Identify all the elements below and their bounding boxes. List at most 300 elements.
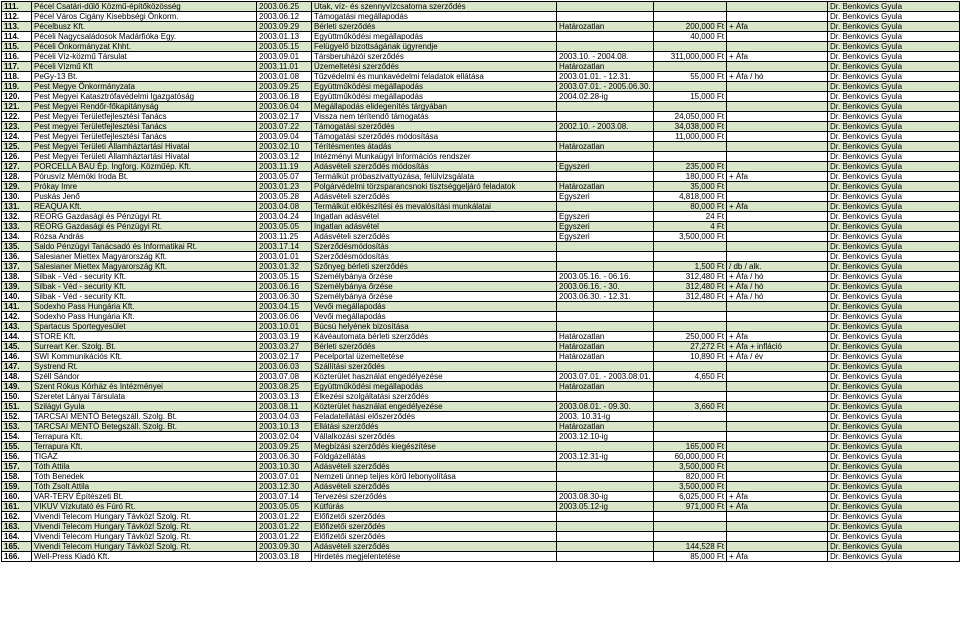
contract-amount: 11,000,000 Ft bbox=[654, 132, 727, 142]
contract-date: 2003.01.08 bbox=[257, 72, 312, 82]
amount-note bbox=[727, 232, 828, 242]
table-row bbox=[2, 2, 960, 12]
table-row bbox=[2, 532, 960, 542]
partner-name: PORCELLA BAU Ép. Ingforg. Közműép. Kft. bbox=[32, 162, 257, 172]
row-number: 125. bbox=[2, 142, 32, 152]
contract-date: 2003.04.08 bbox=[257, 202, 312, 212]
amount-note bbox=[727, 542, 828, 552]
contract-amount: 312,480 Ft bbox=[654, 272, 727, 282]
table-row bbox=[2, 132, 960, 142]
responsible-person: Dr. Benkovics Gyula bbox=[828, 142, 960, 152]
responsible-person: Dr. Benkovics Gyula bbox=[828, 222, 960, 232]
amount-note bbox=[727, 92, 828, 102]
table-row bbox=[2, 52, 960, 62]
row-number: 158. bbox=[2, 472, 32, 482]
contract-amount bbox=[654, 512, 727, 522]
contract-term bbox=[557, 172, 654, 182]
amount-note bbox=[727, 2, 828, 12]
responsible-person: Dr. Benkovics Gyula bbox=[828, 282, 960, 292]
row-number: 134. bbox=[2, 232, 32, 242]
contract-amount: 3,500,000 Ft bbox=[654, 462, 727, 472]
responsible-person: Dr. Benkovics Gyula bbox=[828, 412, 960, 422]
contract-date: 2003.02.10 bbox=[257, 142, 312, 152]
contract-subject: Adásvételi szerződés bbox=[312, 542, 557, 552]
contract-amount bbox=[654, 152, 727, 162]
row-number: 157. bbox=[2, 462, 32, 472]
contract-amount bbox=[654, 102, 727, 112]
contract-term: 2003.05.12-ig bbox=[557, 502, 654, 512]
responsible-person: Dr. Benkovics Gyula bbox=[828, 452, 960, 462]
contract-amount: 820,000 Ft bbox=[654, 472, 727, 482]
contract-subject: Együttműködési megállapodás bbox=[312, 82, 557, 92]
contract-date: 2003.07.01 bbox=[257, 472, 312, 482]
row-number: 150. bbox=[2, 392, 32, 402]
responsible-person: Dr. Benkovics Gyula bbox=[828, 212, 960, 222]
contract-date: 2003.06.06 bbox=[257, 312, 312, 322]
contract-date: 2003.11.19 bbox=[257, 162, 312, 172]
responsible-person: Dr. Benkovics Gyula bbox=[828, 272, 960, 282]
contract-date: 2003.04.24 bbox=[257, 212, 312, 222]
partner-name: VIKUV Vízkutató és Fúró Rt. bbox=[32, 502, 257, 512]
contract-date: 2003.07.22 bbox=[257, 122, 312, 132]
responsible-person: Dr. Benkovics Gyula bbox=[828, 542, 960, 552]
amount-note bbox=[727, 102, 828, 112]
contract-subject: Adásvételi szerződés bbox=[312, 482, 557, 492]
responsible-person: Dr. Benkovics Gyula bbox=[828, 192, 960, 202]
contract-amount bbox=[654, 142, 727, 152]
partner-name: Silbak - Véd - security Kft. bbox=[32, 272, 257, 282]
contract-date: 2003.06.25 bbox=[257, 2, 312, 12]
contract-subject: Szállítási szerződés bbox=[312, 362, 557, 372]
table-row bbox=[2, 422, 960, 432]
contract-amount: 55,000 Ft bbox=[654, 72, 727, 82]
table-row bbox=[2, 432, 960, 442]
table-row bbox=[2, 492, 960, 502]
contract-amount bbox=[654, 532, 727, 542]
contract-amount: 235,000 Ft bbox=[654, 162, 727, 172]
responsible-person: Dr. Benkovics Gyula bbox=[828, 242, 960, 252]
contract-date: 2003.09.29 bbox=[257, 22, 312, 32]
contract-amount: 3,500,000 Ft bbox=[654, 482, 727, 492]
contract-date: 2003.10.30 bbox=[257, 462, 312, 472]
amount-note: + Áfa bbox=[727, 552, 828, 562]
amount-note bbox=[727, 522, 828, 532]
contract-subject: Vevői megállapodás bbox=[312, 312, 557, 322]
contract-term: Határozatlan bbox=[557, 22, 654, 32]
responsible-person: Dr. Benkovics Gyula bbox=[828, 302, 960, 312]
contract-date: 2003.05.15 bbox=[257, 272, 312, 282]
contract-date: 2003.05.28 bbox=[257, 192, 312, 202]
contract-subject: Személybánya őrzése bbox=[312, 282, 557, 292]
partner-name: SWI Kommunikációs Kft. bbox=[32, 352, 257, 362]
responsible-person: Dr. Benkovics Gyula bbox=[828, 132, 960, 142]
amount-note bbox=[727, 302, 828, 312]
contract-term bbox=[557, 392, 654, 402]
row-number: 133. bbox=[2, 222, 32, 232]
amount-note bbox=[727, 32, 828, 42]
amount-note: + Áfa bbox=[727, 332, 828, 342]
partner-name: Tóth Attila bbox=[32, 462, 257, 472]
partner-name: Salesianer Miettex Magyarország Kft. bbox=[32, 262, 257, 272]
contract-subject: Előfizetői szerződés bbox=[312, 532, 557, 542]
row-number: 152. bbox=[2, 412, 32, 422]
contract-term bbox=[557, 102, 654, 112]
contract-subject: Feladatellátási előszerződés bbox=[312, 412, 557, 422]
contract-amount bbox=[654, 82, 727, 92]
table-row bbox=[2, 22, 960, 32]
contract-date: 2003.02.17 bbox=[257, 112, 312, 122]
amount-note bbox=[727, 142, 828, 152]
contract-amount: 312,480 Ft bbox=[654, 282, 727, 292]
contract-date: 2003.01.01 bbox=[257, 252, 312, 262]
amount-note bbox=[727, 252, 828, 262]
row-number: 129. bbox=[2, 182, 32, 192]
amount-note: + Áfa bbox=[727, 502, 828, 512]
partner-name: Pest Megyei Területi Államháztartási Hivatal bbox=[32, 152, 257, 162]
contract-subject: Bérleti szerződés bbox=[312, 342, 557, 352]
row-number: 155. bbox=[2, 442, 32, 452]
contract-amount: 35,000 Ft bbox=[654, 182, 727, 192]
contract-date: 2003.11.25 bbox=[257, 232, 312, 242]
contract-date: 2003.06.03 bbox=[257, 362, 312, 372]
contract-term: 2003.07.01. - 2003.08.01. bbox=[557, 372, 654, 382]
table-row bbox=[2, 302, 960, 312]
contract-term: 2003.12.31-ig bbox=[557, 452, 654, 462]
contract-subject: Együttműködési megállapodás bbox=[312, 92, 557, 102]
row-number: 153. bbox=[2, 422, 32, 432]
row-number: 164. bbox=[2, 532, 32, 542]
amount-note bbox=[727, 62, 828, 72]
contract-amount: 200,000 Ft bbox=[654, 22, 727, 32]
contract-term bbox=[557, 472, 654, 482]
contract-term bbox=[557, 522, 654, 532]
row-number: 112. bbox=[2, 12, 32, 22]
contract-subject: Szerződésmódosítás bbox=[312, 252, 557, 262]
partner-name: Pest Megyei Területfejlesztési Tanács bbox=[32, 112, 257, 122]
contract-term: Határozatlan bbox=[557, 352, 654, 362]
partner-name: Vivendi Telecom Hungary Távközl Szolg. Rt. bbox=[32, 512, 257, 522]
contract-date: 2003.10.01 bbox=[257, 322, 312, 332]
table-row bbox=[2, 32, 960, 42]
partner-name: Pest Megyei Területfejlesztési Tanács bbox=[32, 132, 257, 142]
table-row bbox=[2, 312, 960, 322]
table-row bbox=[2, 122, 960, 132]
contract-date: 2003.01.23 bbox=[257, 182, 312, 192]
row-number: 144. bbox=[2, 332, 32, 342]
row-number: 148. bbox=[2, 372, 32, 382]
contract-subject: Polgárvédelmi törzsparancsnoki tisztséggeljáró feladatok bbox=[312, 182, 557, 192]
contract-subject: Adásvételi szerződés módosítás bbox=[312, 162, 557, 172]
contract-date: 2003.09.30 bbox=[257, 542, 312, 552]
row-number: 149. bbox=[2, 382, 32, 392]
responsible-person: Dr. Benkovics Gyula bbox=[828, 162, 960, 172]
contract-date: 2003.05.07 bbox=[257, 172, 312, 182]
responsible-person: Dr. Benkovics Gyula bbox=[828, 362, 960, 372]
row-number: 160. bbox=[2, 492, 32, 502]
partner-name: Saldo Pénzügyi Tanácsadó és Informatikai Rt. bbox=[32, 242, 257, 252]
table-row bbox=[2, 192, 960, 202]
partner-name: Szilágyi Gyula bbox=[32, 402, 257, 412]
partner-name: TARCSAI MENTŐ Betegszáll. Szolg. Bt. bbox=[32, 412, 257, 422]
contract-subject: Megállapodás elidegenítés tárgyában bbox=[312, 102, 557, 112]
contract-amount: 6,025,000 Ft bbox=[654, 492, 727, 502]
contract-subject: Előfizetői szerződés bbox=[312, 522, 557, 532]
row-number: 113. bbox=[2, 22, 32, 32]
contract-subject: Együttműködési megállapodás bbox=[312, 382, 557, 392]
partner-name: Vivendi Telecom Hungary Távközl Szolg. Rt. bbox=[32, 532, 257, 542]
contract-subject: Üzemeltetési szerződés bbox=[312, 62, 557, 72]
responsible-person: Dr. Benkovics Gyula bbox=[828, 12, 960, 22]
responsible-person: Dr. Benkovics Gyula bbox=[828, 462, 960, 472]
row-number: 127. bbox=[2, 162, 32, 172]
contract-amount: 24 Ft bbox=[654, 212, 727, 222]
contract-subject: Intézményi Munkaügyi Információs rendszer bbox=[312, 152, 557, 162]
contract-term bbox=[557, 2, 654, 12]
contract-amount: 311,000,000 Ft bbox=[654, 52, 727, 62]
row-number: 147. bbox=[2, 362, 32, 372]
partner-name: Silbak - Véd - security Kft. bbox=[32, 282, 257, 292]
responsible-person: Dr. Benkovics Gyula bbox=[828, 332, 960, 342]
table-row bbox=[2, 402, 960, 412]
contract-date: 2003.07.08 bbox=[257, 372, 312, 382]
contract-subject: Ingatlan adásvétel bbox=[312, 212, 557, 222]
table-row bbox=[2, 162, 960, 172]
amount-note: + Áfa / hó bbox=[727, 72, 828, 82]
contract-subject: Termálkút előkészítési és mevalósítási munkálatai bbox=[312, 202, 557, 212]
amount-note: + Áfa / év bbox=[727, 352, 828, 362]
contract-date: 2003.03.18 bbox=[257, 552, 312, 562]
partner-name: STORE Kft. bbox=[32, 332, 257, 342]
contract-term: 2003.07.01. - 2005.06.30. bbox=[557, 82, 654, 92]
amount-note bbox=[727, 362, 828, 372]
amount-note bbox=[727, 442, 828, 452]
responsible-person: Dr. Benkovics Gyula bbox=[828, 502, 960, 512]
amount-note: + Áfa + infláció bbox=[727, 342, 828, 352]
contract-term bbox=[557, 202, 654, 212]
amount-note bbox=[727, 122, 828, 132]
contract-amount: 144,528 Ft bbox=[654, 542, 727, 552]
contract-date: 2003.03.13 bbox=[257, 392, 312, 402]
responsible-person: Dr. Benkovics Gyula bbox=[828, 552, 960, 562]
contract-subject: Ellátási szerződés bbox=[312, 422, 557, 432]
amount-note bbox=[727, 462, 828, 472]
amount-note bbox=[727, 392, 828, 402]
partner-name: Tóth Zsolt Attila bbox=[32, 482, 257, 492]
contract-amount: 10,890 Ft bbox=[654, 352, 727, 362]
responsible-person: Dr. Benkovics Gyula bbox=[828, 432, 960, 442]
amount-note bbox=[727, 532, 828, 542]
contract-term: 2003.12.10-ig bbox=[557, 432, 654, 442]
partner-name: Systrend Rt. bbox=[32, 362, 257, 372]
row-number: 143. bbox=[2, 322, 32, 332]
responsible-person: Dr. Benkovics Gyula bbox=[828, 262, 960, 272]
row-number: 140. bbox=[2, 292, 32, 302]
row-number: 114. bbox=[2, 32, 32, 42]
contract-date: 2003.06.16 bbox=[257, 282, 312, 292]
table-row bbox=[2, 462, 960, 472]
contract-term: Egyszeri bbox=[557, 192, 654, 202]
contract-amount bbox=[654, 2, 727, 12]
contract-amount bbox=[654, 432, 727, 442]
contract-term: 2003.05.16. - 06.16. bbox=[557, 272, 654, 282]
contract-subject: Közterület használat engedélyezése bbox=[312, 402, 557, 412]
table-row bbox=[2, 332, 960, 342]
contract-subject: Vevői megállapodás bbox=[312, 302, 557, 312]
amount-note bbox=[727, 512, 828, 522]
contract-subject: Közterület használat engedélyezése bbox=[312, 372, 557, 382]
responsible-person: Dr. Benkovics Gyula bbox=[828, 472, 960, 482]
responsible-person: Dr. Benkovics Gyula bbox=[828, 292, 960, 302]
responsible-person: Dr. Benkovics Gyula bbox=[828, 422, 960, 432]
contract-subject: Társberuházói szerződés bbox=[312, 52, 557, 62]
table-row bbox=[2, 452, 960, 462]
contract-subject: Személybánya őrzése bbox=[312, 292, 557, 302]
amount-note bbox=[727, 382, 828, 392]
amount-note bbox=[727, 192, 828, 202]
contract-subject: Szőnyeg bérleti szerződés bbox=[312, 262, 557, 272]
partner-name: Spartacus Sportegyesület bbox=[32, 322, 257, 332]
contract-term bbox=[557, 322, 654, 332]
contract-date: 2003.03.12 bbox=[257, 152, 312, 162]
row-number: 137. bbox=[2, 262, 32, 272]
amount-note: + Áfa bbox=[727, 202, 828, 212]
responsible-person: Dr. Benkovics Gyula bbox=[828, 442, 960, 452]
row-number: 130. bbox=[2, 192, 32, 202]
contract-subject: Földgázellátás bbox=[312, 452, 557, 462]
contract-subject: Vissza nem térítendő támogatás bbox=[312, 112, 557, 122]
contract-subject: Termálkút próbaszivattyúzása, felülvizsgálata bbox=[312, 172, 557, 182]
contract-amount: 312,480 Ft bbox=[654, 292, 727, 302]
responsible-person: Dr. Benkovics Gyula bbox=[828, 42, 960, 52]
amount-note: + Áfa bbox=[727, 172, 828, 182]
contract-date: 2003.09.04 bbox=[257, 132, 312, 142]
contract-term bbox=[557, 242, 654, 252]
responsible-person: Dr. Benkovics Gyula bbox=[828, 232, 960, 242]
responsible-person: Dr. Benkovics Gyula bbox=[828, 22, 960, 32]
contract-amount bbox=[654, 392, 727, 402]
row-number: 118. bbox=[2, 72, 32, 82]
table-row bbox=[2, 142, 960, 152]
row-number: 151. bbox=[2, 402, 32, 412]
table-row bbox=[2, 212, 960, 222]
amount-note bbox=[727, 422, 828, 432]
table-row bbox=[2, 232, 960, 242]
responsible-person: Dr. Benkovics Gyula bbox=[828, 202, 960, 212]
table-row bbox=[2, 322, 960, 332]
contract-amount: 250,000 Ft bbox=[654, 332, 727, 342]
contract-subject: Adásvételi szerződés bbox=[312, 192, 557, 202]
table-row bbox=[2, 282, 960, 292]
responsible-person: Dr. Benkovics Gyula bbox=[828, 342, 960, 352]
contract-subject: Hirdetés megjelentetése bbox=[312, 552, 557, 562]
partner-name: Pécel Csatári-dűlő Közmű-építőközösség bbox=[32, 2, 257, 12]
contract-amount: 4,818,000 Ft bbox=[654, 192, 727, 202]
amount-note: + Áfa bbox=[727, 22, 828, 32]
contract-subject: Pecelportal üzemeltetése bbox=[312, 352, 557, 362]
table-row bbox=[2, 342, 960, 352]
contract-subject: Támogatási szerződés módosítása bbox=[312, 132, 557, 142]
contract-date: 2003.03.27 bbox=[257, 342, 312, 352]
contract-amount: 4,650 Ft bbox=[654, 372, 727, 382]
partner-name: Pest Megye Önkormányzata bbox=[32, 82, 257, 92]
contract-date: 2003.05.05 bbox=[257, 502, 312, 512]
partner-name: Pórusvíz Mérnöki Iroda Bt. bbox=[32, 172, 257, 182]
contract-amount bbox=[654, 62, 727, 72]
partner-name: Vivendi Telecom Hungary Távközl Szolg. Rt. bbox=[32, 522, 257, 532]
contract-subject: Térítésmentes átadás bbox=[312, 142, 557, 152]
partner-name: PeGy-13 Bt. bbox=[32, 72, 257, 82]
table-row bbox=[2, 482, 960, 492]
contract-date: 2003.01.13 bbox=[257, 32, 312, 42]
table-row bbox=[2, 522, 960, 532]
partner-name: Péceli Vízmű Kft bbox=[32, 62, 257, 72]
responsible-person: Dr. Benkovics Gyula bbox=[828, 172, 960, 182]
contract-subject: Együttműködési megállapodás bbox=[312, 32, 557, 42]
amount-note: / db / alk. bbox=[727, 262, 828, 272]
contract-term bbox=[557, 132, 654, 142]
row-number: 145. bbox=[2, 342, 32, 352]
contract-term bbox=[557, 482, 654, 492]
partner-name: Silbak - Véd - security Kft. bbox=[32, 292, 257, 302]
contract-term: Egyszeri bbox=[557, 232, 654, 242]
table-row bbox=[2, 272, 960, 282]
partner-name: Széll Sándor bbox=[32, 372, 257, 382]
responsible-person: Dr. Benkovics Gyula bbox=[828, 102, 960, 112]
contract-subject: Vállalkozási szerződés bbox=[312, 432, 557, 442]
row-number: 154. bbox=[2, 432, 32, 442]
responsible-person: Dr. Benkovics Gyula bbox=[828, 312, 960, 322]
contract-amount: 1,500 Ft bbox=[654, 262, 727, 272]
responsible-person: Dr. Benkovics Gyula bbox=[828, 492, 960, 502]
row-number: 141. bbox=[2, 302, 32, 312]
contract-term bbox=[557, 262, 654, 272]
table-row bbox=[2, 412, 960, 422]
table-row bbox=[2, 392, 960, 402]
contract-term: 2003.08.30-ig bbox=[557, 492, 654, 502]
contract-amount: 40,000 Ft bbox=[654, 32, 727, 42]
table-row bbox=[2, 112, 960, 122]
contract-term bbox=[557, 12, 654, 22]
partner-name: REAQUA Kft. bbox=[32, 202, 257, 212]
row-number: 126. bbox=[2, 152, 32, 162]
partner-name: Rózsa András bbox=[32, 232, 257, 242]
responsible-person: Dr. Benkovics Gyula bbox=[828, 512, 960, 522]
table-row bbox=[2, 442, 960, 452]
contract-amount: 60,000,000 Ft bbox=[654, 452, 727, 462]
partner-name: Prókay Imre bbox=[32, 182, 257, 192]
responsible-person: Dr. Benkovics Gyula bbox=[828, 32, 960, 42]
table-row bbox=[2, 502, 960, 512]
contract-term bbox=[557, 112, 654, 122]
partner-name: Terrapura Kft. bbox=[32, 442, 257, 452]
responsible-person: Dr. Benkovics Gyula bbox=[828, 52, 960, 62]
partner-name: VAR-TERV Építészeti Bt. bbox=[32, 492, 257, 502]
partner-name: Terrapura Kft. bbox=[32, 432, 257, 442]
contract-date: 2003.05.05 bbox=[257, 222, 312, 232]
contract-date: 2003.01.32 bbox=[257, 262, 312, 272]
contract-term: Határozatlan bbox=[557, 382, 654, 392]
contract-subject: Élkezési szolgáltatási szerződés bbox=[312, 392, 557, 402]
table-row bbox=[2, 292, 960, 302]
responsible-person: Dr. Benkovics Gyula bbox=[828, 62, 960, 72]
row-number: 146. bbox=[2, 352, 32, 362]
amount-note bbox=[727, 162, 828, 172]
partner-name: Puskás Jenő bbox=[32, 192, 257, 202]
row-number: 156. bbox=[2, 452, 32, 462]
table-row bbox=[2, 12, 960, 22]
row-number: 128. bbox=[2, 172, 32, 182]
contract-term bbox=[557, 552, 654, 562]
